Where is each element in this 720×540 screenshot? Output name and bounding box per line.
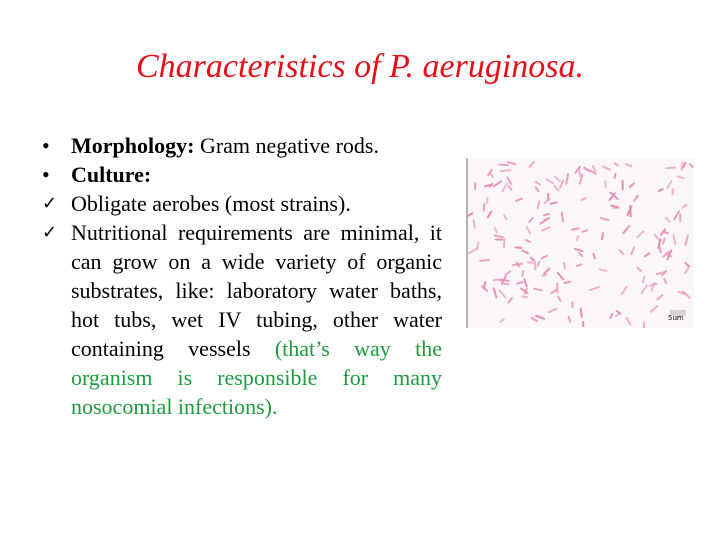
bacterium-rod	[474, 220, 475, 227]
bacterium-rod	[494, 288, 497, 297]
bacterium-rod	[495, 228, 497, 233]
aerobes-text: Obligate aerobes (most strains).	[71, 191, 351, 216]
bacterium-rod	[637, 268, 641, 271]
bacterium-rod	[566, 174, 568, 184]
bacterium-rod	[544, 214, 549, 215]
bacteria-rods	[468, 158, 694, 328]
bacterium-rod	[569, 317, 570, 322]
bacterium-rod	[529, 218, 533, 222]
bacterium-rod	[632, 247, 634, 254]
bacterium-rod	[593, 166, 596, 171]
bacterium-rod	[600, 269, 607, 271]
bacterium-rod	[577, 236, 578, 240]
bacterium-rod	[630, 206, 631, 216]
bacterium-rod	[536, 182, 540, 185]
bullet-marker: •	[42, 162, 50, 187]
bacterium-rod	[534, 289, 542, 291]
bacterium-rod	[536, 187, 539, 191]
bacterium-rod	[562, 213, 563, 222]
bacterium-rod	[623, 226, 629, 233]
bacterium-rod	[667, 181, 671, 188]
bacterium-rod	[468, 213, 472, 216]
bacterium-rod	[579, 253, 582, 256]
nutrition-text: Nutritional requirements are minimal, it can grow on a wide variety of organic substrates, like: laboratory water baths, hot tubs, wet IV tubing, other water containing vessels	[71, 220, 442, 361]
bacterium-rod	[541, 256, 546, 259]
bacterium-rod	[564, 263, 565, 268]
bacterium-rod	[499, 164, 508, 165]
bacterium-rod	[657, 295, 662, 299]
micrograph-image	[468, 158, 694, 328]
bacterium-rod	[508, 298, 511, 303]
bacterium-rod	[490, 173, 493, 177]
bacterium-rod	[516, 199, 522, 201]
morphology-label: Morphology:	[71, 133, 195, 158]
bacterium-rod	[542, 275, 546, 276]
bacterium-rod	[584, 168, 589, 171]
bacterium-rod	[530, 162, 534, 167]
bacterium-rod	[622, 287, 627, 294]
bacterium-rod	[682, 163, 683, 169]
list-item	[42, 160, 442, 189]
bacterium-rod	[544, 269, 549, 274]
bacterium-rod	[502, 184, 507, 192]
bacterium-rod	[603, 167, 610, 170]
bacterium-rod	[558, 296, 560, 300]
slide-title: Characteristics of P. aeruginosa.	[136, 48, 584, 85]
bacterium-rod	[581, 309, 582, 317]
bacterium-rod	[565, 282, 571, 283]
list-item	[42, 218, 442, 421]
bacterium-rod	[495, 235, 503, 237]
morphology-text: Gram negative rods.	[194, 133, 379, 158]
bacterium-rod	[469, 249, 477, 253]
bullet-list	[42, 131, 442, 421]
bacterium-rod	[616, 313, 620, 317]
bacterium-rod	[506, 271, 511, 274]
bacterium-rod	[643, 277, 645, 282]
bacterium-rod	[685, 236, 687, 245]
nosocomial-note: (that’s way the organism is responsible for many nosocomial infections).	[71, 336, 442, 419]
bacterium-rod	[619, 250, 623, 254]
bacterium-rod	[674, 235, 676, 244]
bacterium-rod	[664, 232, 668, 233]
bacterium-rod	[642, 286, 647, 293]
bacterium-rod	[666, 168, 675, 169]
bacterium-rod	[504, 215, 506, 219]
list-item	[42, 189, 442, 218]
bacterium-rod	[527, 227, 531, 233]
bacterium-rod	[615, 174, 616, 178]
bacterium-rod	[659, 189, 663, 191]
bacterium-rod	[575, 249, 583, 251]
bacterium-rod	[583, 230, 587, 231]
bacterium-rod	[538, 201, 540, 208]
bacterium-rod	[558, 273, 564, 279]
scale-label: 5um	[668, 314, 684, 322]
bacterium-rod	[522, 297, 527, 298]
bacterium-rod	[523, 251, 528, 254]
bacterium-rod	[538, 262, 540, 266]
bacterium-rod	[552, 290, 556, 293]
bacterium-rod	[507, 177, 511, 183]
bacterium-rod	[477, 243, 478, 250]
bacterium-rod	[480, 260, 489, 261]
bacterium-rod	[651, 306, 658, 312]
bacterium-rod	[663, 238, 665, 243]
bacterium-rod	[526, 240, 530, 242]
bacterium-rod	[630, 183, 634, 187]
bacterium-rod	[524, 279, 527, 286]
bacterium-rod	[484, 204, 485, 211]
bacterium-rod	[516, 262, 519, 266]
bacterium-rod	[500, 319, 504, 321]
bacterium-rod	[531, 318, 537, 322]
bacterium-rod	[590, 287, 599, 290]
bacterium-rod	[610, 314, 612, 318]
bacterium-rod	[685, 269, 688, 273]
bacterium-rod	[546, 179, 553, 183]
bacterium-rod	[549, 309, 556, 312]
bacterium-rod	[555, 177, 560, 182]
bacterium-rod	[577, 265, 582, 266]
checkmark-icon: ✓	[42, 222, 58, 243]
bacterium-rod	[602, 233, 603, 239]
bacterium-rod	[634, 196, 638, 201]
list-item	[42, 131, 442, 160]
bacterium-rod	[517, 282, 523, 284]
bacterium-rod	[683, 163, 685, 167]
bacterium-rod	[501, 170, 511, 171]
bacterium-rod	[645, 253, 650, 256]
bacterium-rod	[683, 205, 686, 208]
bacterium-rod	[572, 228, 579, 229]
bacterium-rod	[499, 290, 505, 297]
bacterium-rod	[583, 322, 584, 326]
bacterium-rod	[508, 186, 511, 190]
bacterium-rod	[666, 218, 670, 222]
bacterium-rod	[674, 211, 679, 219]
bacterium-rod	[678, 176, 684, 178]
bacterium-rod	[551, 202, 557, 203]
bacterium-rod	[488, 212, 491, 218]
bacterium-rod	[664, 279, 666, 283]
bacterium-rod	[581, 198, 585, 200]
checkmark-icon: ✓	[42, 193, 58, 214]
bacterium-rod	[637, 232, 643, 238]
bullet-marker: •	[42, 133, 50, 158]
bacterium-rod	[494, 181, 501, 186]
bacterium-rod	[627, 318, 631, 325]
bacterium-rod	[615, 163, 618, 165]
bacterium-rod	[685, 263, 689, 267]
bacterium-rod	[554, 186, 558, 190]
bacterium-rod	[690, 164, 693, 167]
bacterium-rod	[536, 316, 544, 319]
culture-label: Culture:	[71, 162, 152, 187]
bacterium-rod	[655, 235, 659, 240]
bacterium-rod	[531, 258, 534, 261]
bacterium-rod	[494, 279, 501, 280]
bacterium-rod	[626, 164, 631, 166]
bacterium-rod	[601, 218, 608, 220]
bacterium-rod	[593, 254, 595, 258]
bacterium-rod	[542, 227, 549, 230]
bacterium-rod	[508, 162, 515, 164]
bacterium-rod	[611, 205, 617, 206]
bacterium-rod	[522, 271, 523, 276]
